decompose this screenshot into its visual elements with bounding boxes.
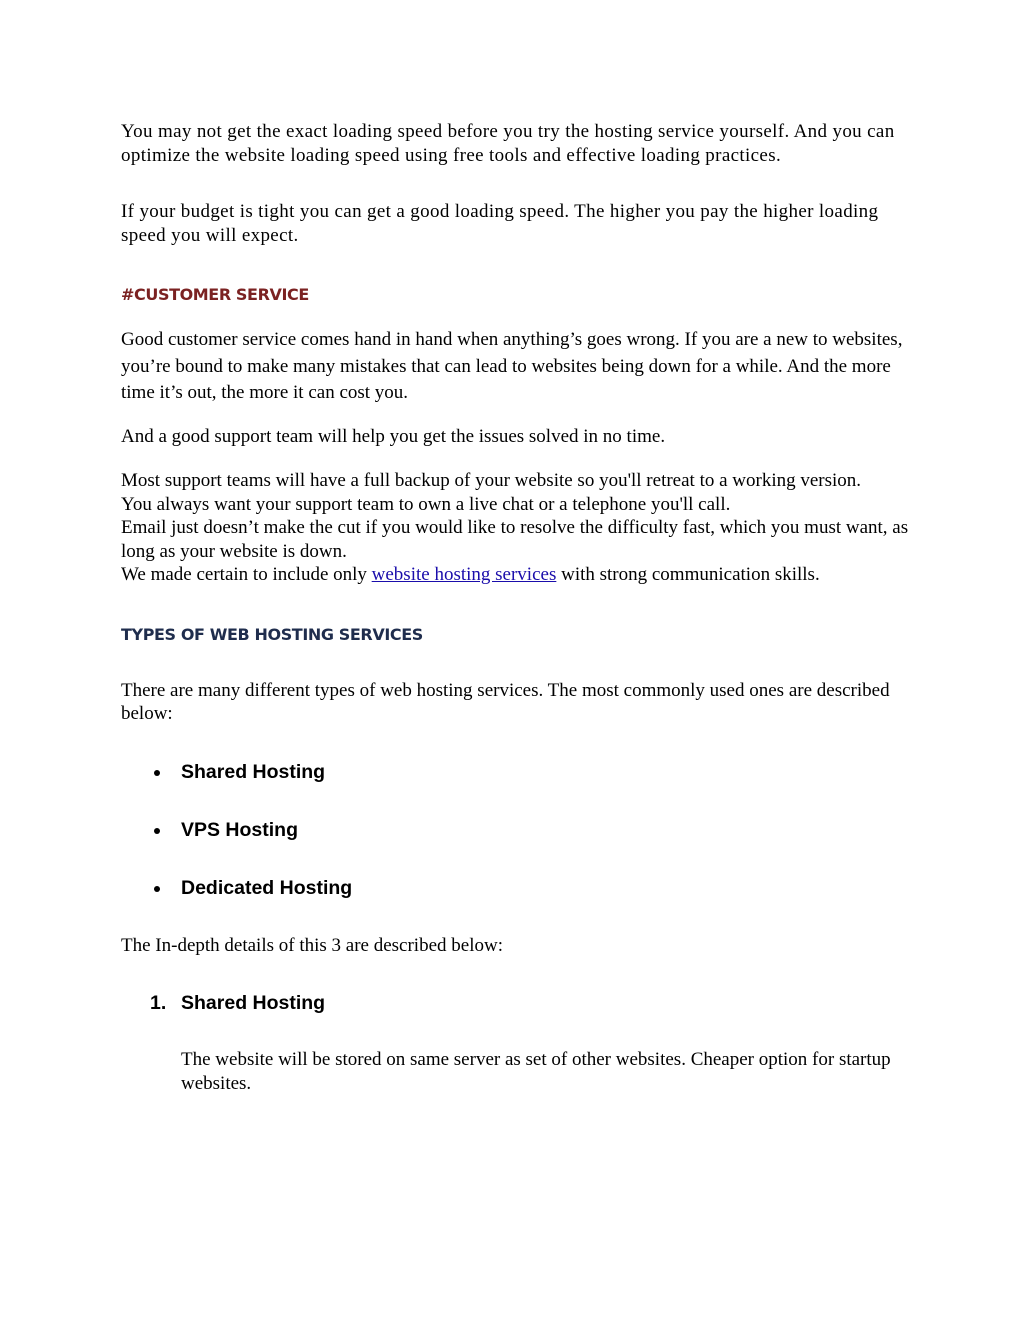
loading-speed-paragraph-1: You may not get the exact loading speed before you try the hosting service yourself. And you can optimize the website loading speed using free tools and effective loading practices. — [121, 121, 895, 166]
support-communication-text-before: We made certain to include only — [121, 564, 372, 585]
support-live-chat-line: You always want your support team to own a live chat or a telephone you'll call. — [121, 493, 731, 515]
bullet-icon — [154, 828, 160, 834]
types-intro-paragraph: There are many different types of web hosting services. The most commonly used ones are described below: — [121, 679, 890, 724]
numbered-item-title: Shared Hosting — [181, 992, 326, 1014]
numbered-item-shared-hosting — [121, 991, 911, 1015]
customer-service-heading: #CUSTOMER SERVICE — [121, 285, 309, 304]
bullet-icon — [154, 886, 160, 892]
support-communication-line — [121, 563, 911, 587]
website-hosting-services-link[interactable]: website hosting services — [371, 564, 557, 585]
list-item-label: Dedicated Hosting — [181, 876, 353, 899]
hosting-types-list — [121, 760, 911, 900]
support-email-line: Email just doesn’t make the cut if you would like to resolve the difficulty fast, which you must want, as long as your website is down. — [121, 517, 909, 562]
customer-service-paragraph-2: And a good support team will help you get the issues solved in no time. — [121, 425, 666, 447]
shared-hosting-description: The website will be stored on same server as set of other websites. Cheaper option for startup websites. — [181, 1049, 891, 1094]
support-communication-text-after: with strong communication skills. — [556, 564, 820, 585]
document-page — [121, 120, 911, 1095]
list-item — [121, 818, 911, 842]
types-of-hosting-heading: TYPES OF WEB HOSTING SERVICES — [121, 624, 423, 644]
customer-service-paragraph-1: Good customer service comes hand in hand when anything’s goes wrong. If you are a new to websites, you’re bound to make many mistakes that can lead to websites being down for a while. And the more time it’s out, the more it can cost you. — [121, 329, 903, 403]
list-item-label: Shared Hosting — [181, 760, 326, 783]
customer-service-paragraph-3 — [121, 469, 911, 587]
loading-speed-paragraph-2: If your budget is tight you can get a good loading speed. The higher you pay the higher loading speed you will expect. — [121, 201, 879, 246]
list-item-label: VPS Hosting — [181, 818, 299, 841]
bullet-icon — [154, 770, 160, 776]
support-backup-line: Most support teams will have a full backup of your website so you'll retreat to a working version. — [121, 470, 862, 491]
details-intro-paragraph: The In-depth details of this 3 are described below: — [121, 934, 503, 956]
list-item — [121, 760, 911, 784]
list-item — [121, 876, 911, 900]
numbered-item-marker: 1. — [150, 992, 167, 1014]
